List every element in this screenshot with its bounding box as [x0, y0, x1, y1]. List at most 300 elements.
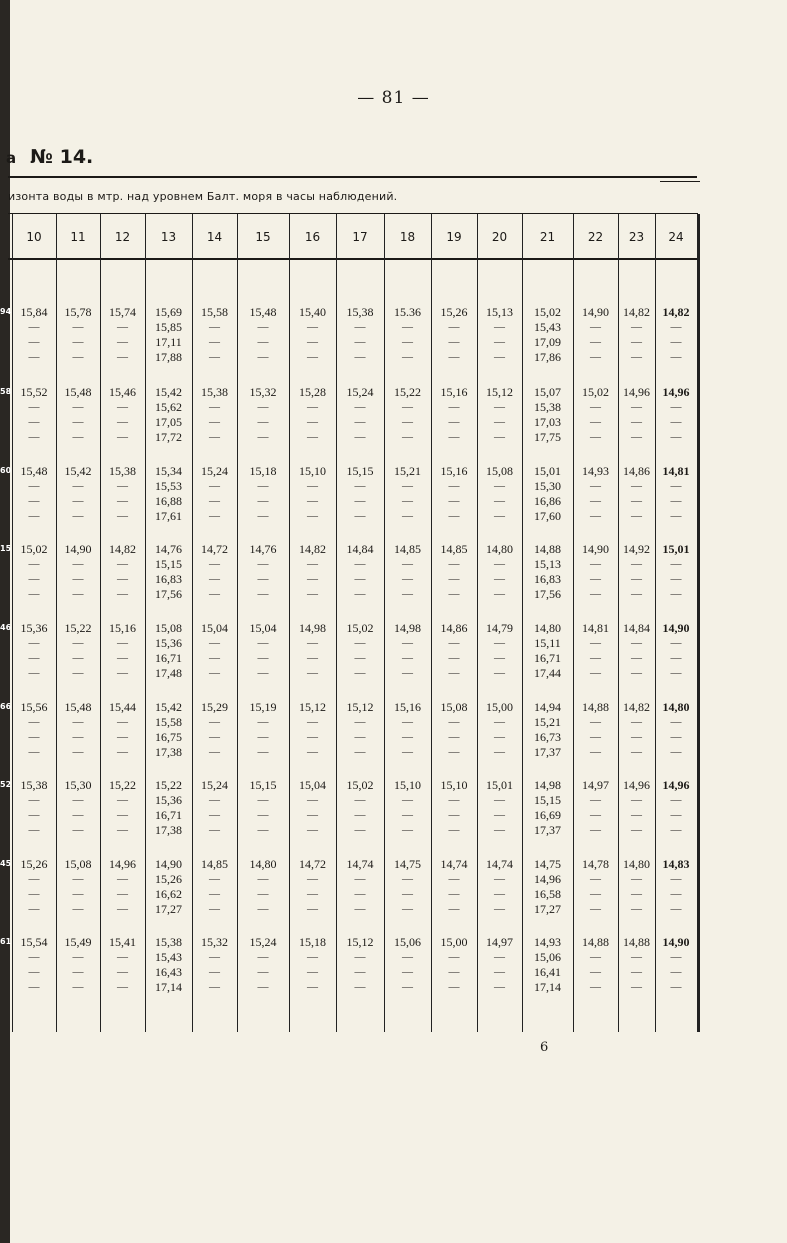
table-cell: —: [28, 321, 40, 333]
table-cell: 15,10: [299, 464, 326, 478]
table-cell: —: [257, 510, 269, 522]
table-cell: —: [307, 558, 318, 570]
table-cell: —: [354, 981, 366, 993]
table-cell: —: [670, 824, 682, 836]
table-cell: —: [670, 652, 682, 664]
table-cell: 16,88: [155, 494, 182, 508]
table-cell: —: [402, 480, 413, 492]
table-cell: —: [448, 652, 460, 664]
table-cell: —: [307, 903, 318, 915]
table-cell: —: [72, 809, 84, 821]
table-cell: —: [670, 416, 682, 428]
table-cell: —: [590, 573, 601, 585]
table-cell: —: [117, 667, 128, 679]
table-cell: —: [402, 510, 413, 522]
table-cell: —: [670, 981, 682, 993]
table-cell: 14,88: [623, 935, 650, 949]
table-cell: —: [494, 416, 505, 428]
table-cell: —: [257, 588, 269, 600]
table-cell: 15,46: [109, 385, 136, 399]
table-cell: —: [307, 966, 318, 978]
clipped-value-fragment: 58: [0, 387, 12, 396]
table-cell: —: [307, 637, 318, 649]
table-cell: —: [631, 951, 642, 963]
table-cell: 14,96: [534, 872, 561, 886]
table-cell: —: [448, 637, 460, 649]
table-cell: 14,83: [662, 857, 690, 871]
table-cell: —: [590, 351, 601, 363]
table-cell: —: [354, 809, 366, 821]
table-cell: —: [72, 903, 84, 915]
table-cell: —: [590, 480, 601, 492]
table-cell: 15,16: [440, 385, 468, 399]
table-cell: —: [402, 431, 413, 443]
table-cell: 15,18: [299, 935, 326, 949]
table-cell: —: [307, 510, 318, 522]
table-cell: 15,69: [155, 305, 182, 319]
column-header: 23: [628, 230, 645, 244]
table-cell: —: [448, 401, 460, 413]
clipped-value-fragment: 61: [0, 937, 12, 946]
table-cell: —: [117, 510, 128, 522]
table-cell: —: [28, 809, 40, 821]
table-cell: —: [448, 731, 460, 743]
table-cell: 15,78: [64, 305, 92, 319]
table-cell: 17,03: [534, 415, 561, 429]
table-cell: —: [354, 716, 366, 728]
table-cell: —: [631, 510, 642, 522]
table-cell: 16,71: [155, 651, 182, 665]
table-cell: —: [28, 667, 40, 679]
table-cell: —: [72, 573, 84, 585]
table-cell: —: [117, 588, 128, 600]
table-cell: —: [448, 824, 460, 836]
table-cell: —: [117, 731, 128, 743]
table-cell: —: [28, 588, 40, 600]
table-cell: 14,86: [440, 621, 468, 635]
table-cell: 15,52: [20, 385, 48, 399]
table-cell: —: [257, 558, 269, 570]
table-cell: 15,54: [20, 935, 48, 949]
table-cell: 16,69: [534, 808, 561, 822]
column-header: 16: [304, 230, 321, 244]
table-cell: 15,08: [155, 621, 182, 635]
table-cell: 17,14: [155, 980, 182, 994]
table-cell: —: [402, 321, 413, 333]
table-cell: —: [117, 716, 128, 728]
table-cell: —: [402, 731, 413, 743]
table-cell: 14,93: [582, 464, 609, 478]
table-cell: 15,00: [440, 935, 468, 949]
table-cell: —: [354, 951, 366, 963]
table-cell: —: [117, 431, 128, 443]
table-cell: —: [117, 794, 128, 806]
table-cell: —: [402, 716, 413, 728]
table-cell: 14,93: [534, 935, 561, 949]
table-cell: —: [72, 794, 84, 806]
table-cell: —: [448, 809, 460, 821]
table-cell: —: [72, 951, 84, 963]
table-cell: —: [670, 873, 682, 885]
table-cell: 15,28: [299, 385, 326, 399]
table-cell: —: [209, 966, 220, 978]
table-cell: —: [117, 573, 128, 585]
top-rule: [8, 176, 697, 178]
table-cell: —: [257, 495, 269, 507]
table-cell: —: [257, 951, 269, 963]
table-cell: 15,58: [155, 715, 182, 729]
table-cell: —: [354, 966, 366, 978]
table-cell: 14,90: [64, 542, 92, 556]
table-cell: 15,02: [346, 621, 374, 635]
table-cell: —: [28, 888, 40, 900]
table-cell: 15,00: [486, 700, 513, 714]
table-cell: —: [402, 981, 413, 993]
table-cell: 17,56: [534, 587, 561, 601]
table-cell: 14,75: [534, 857, 561, 871]
table-cell: —: [590, 321, 601, 333]
table-cell: —: [631, 401, 642, 413]
table-cell: 15,12: [486, 385, 513, 399]
table-cell: —: [209, 573, 220, 585]
table-cell: —: [28, 731, 40, 743]
table-cell: —: [448, 716, 460, 728]
table-cell: —: [402, 588, 413, 600]
table-cell: 14,84: [623, 621, 650, 635]
table-cell: 15,40: [299, 305, 326, 319]
table-cell: —: [631, 981, 642, 993]
table-cell: —: [590, 416, 601, 428]
table-cell: 14,90: [155, 857, 182, 871]
table-cell: 15,24: [346, 385, 374, 399]
table-cell: —: [494, 558, 505, 570]
table-cell: —: [448, 495, 460, 507]
table-cell: —: [402, 652, 413, 664]
table-cell: —: [307, 431, 318, 443]
table-cell: —: [257, 824, 269, 836]
table-cell: —: [494, 336, 505, 348]
table-cell: —: [631, 809, 642, 821]
table-cell: —: [448, 573, 460, 585]
table-cell: 15,16: [109, 621, 136, 635]
table-cell: 14,88: [582, 935, 609, 949]
table-cell: —: [494, 573, 505, 585]
table-cell: 15,13: [534, 557, 561, 571]
table-cell: 14,82: [623, 305, 650, 319]
table-cell: —: [631, 588, 642, 600]
table-cell: 17,48: [155, 666, 182, 680]
table-cell: 14,96: [662, 778, 690, 792]
table-cell: —: [209, 809, 220, 821]
table-cell: 14,90: [582, 542, 609, 556]
table-cell: 14,90: [662, 621, 690, 635]
clipped-value-fragment: 52: [0, 780, 12, 789]
table-cell: 14,81: [582, 621, 609, 635]
table-cell: —: [494, 588, 505, 600]
table-cell: —: [354, 351, 366, 363]
table-cell: 17,75: [534, 430, 561, 444]
table-cell: —: [670, 794, 682, 806]
table-cell: —: [670, 716, 682, 728]
table-cell: 15,15: [249, 778, 277, 792]
table-cell: —: [257, 573, 269, 585]
table-cell: —: [590, 401, 601, 413]
table-cell: 17,86: [534, 350, 561, 364]
table-cell: —: [354, 480, 366, 492]
table-cell: —: [494, 903, 505, 915]
table-cell: —: [590, 431, 601, 443]
table-cell: —: [494, 431, 505, 443]
table-cell: —: [117, 416, 128, 428]
table-cell: —: [448, 321, 460, 333]
table-cell: —: [448, 966, 460, 978]
table-cell: —: [448, 903, 460, 915]
table-cell: —: [494, 401, 505, 413]
table-cell: —: [354, 746, 366, 758]
table-cell: —: [354, 794, 366, 806]
table-cell: —: [257, 480, 269, 492]
table-cell: —: [590, 510, 601, 522]
table-cell: —: [72, 667, 84, 679]
table-cell: 15,38: [201, 385, 228, 399]
table-cell: —: [257, 716, 269, 728]
table-cell: —: [354, 431, 366, 443]
table-cell: —: [448, 588, 460, 600]
table-cell: —: [307, 951, 318, 963]
table-cell: 15,30: [64, 778, 92, 792]
table-cell: —: [590, 637, 601, 649]
table-cell: —: [307, 873, 318, 885]
table-cell: 15,24: [201, 464, 228, 478]
table-cell: —: [354, 888, 366, 900]
table-cell: —: [354, 558, 366, 570]
table-cell: 15,15: [155, 557, 182, 571]
table-cell: —: [402, 824, 413, 836]
table-number-label: № 14.: [30, 146, 94, 168]
table-cell: 15,12: [299, 700, 326, 714]
table-cell: —: [117, 495, 128, 507]
table-cell: 15,42: [64, 464, 92, 478]
table-cell: —: [631, 903, 642, 915]
table-cell: 14,74: [346, 857, 374, 871]
table-cell: 17,38: [155, 823, 182, 837]
table-cell: 14,80: [249, 857, 277, 871]
table-cell: —: [307, 652, 318, 664]
table-cell: 16,71: [155, 808, 182, 822]
table-cell: 15,07: [534, 385, 561, 399]
table-cell: —: [631, 637, 642, 649]
table-cell: —: [117, 903, 128, 915]
table-cell: —: [402, 873, 413, 885]
table-cell: 15,48: [64, 385, 92, 399]
table-cell: —: [494, 888, 505, 900]
table-cell: 17,37: [534, 823, 561, 837]
table-cell: —: [670, 588, 682, 600]
table-cell: —: [670, 401, 682, 413]
table-cell: —: [448, 794, 460, 806]
table-cell: —: [402, 336, 413, 348]
table-cell: —: [448, 480, 460, 492]
table-cell: —: [28, 480, 40, 492]
table-cell: —: [494, 794, 505, 806]
table-cell: —: [670, 746, 682, 758]
table-cell: —: [494, 637, 505, 649]
table-cell: —: [28, 794, 40, 806]
table-number-prefix: а: [6, 149, 17, 167]
table-cell: —: [117, 637, 128, 649]
column-header: 20: [491, 230, 508, 244]
table-cell: 15,38: [346, 305, 374, 319]
table-cell: 16,83: [534, 572, 561, 586]
table-cell: —: [631, 966, 642, 978]
table-cell: —: [494, 824, 505, 836]
table-cell: —: [28, 824, 40, 836]
table-cell: —: [257, 903, 269, 915]
table-cell: —: [631, 824, 642, 836]
table-cell: 14,86: [623, 464, 650, 478]
table-cell: 16,71: [534, 651, 561, 665]
table-cell: —: [28, 558, 40, 570]
column-header: 14: [206, 230, 223, 244]
table-cell: —: [448, 336, 460, 348]
table-cell: —: [494, 716, 505, 728]
table-cell: —: [354, 903, 366, 915]
table-cell: 15,49: [64, 935, 92, 949]
table-cell: —: [209, 746, 220, 758]
table-cell: —: [670, 903, 682, 915]
table-cell: 14,98: [299, 621, 326, 635]
table-cell: 15,24: [201, 778, 228, 792]
table-cell: —: [448, 746, 460, 758]
table-cell: —: [354, 336, 366, 348]
table-cell: —: [354, 573, 366, 585]
clipped-value-fragment: 66: [0, 702, 12, 711]
clipped-value-fragment: 46: [0, 623, 12, 632]
table-cell: 15,15: [346, 464, 374, 478]
table-cell: 14,84: [346, 542, 374, 556]
table-cell: —: [72, 888, 84, 900]
table-cell: —: [257, 652, 269, 664]
table-cell: —: [402, 495, 413, 507]
table-cell: —: [257, 667, 269, 679]
table-cell: 15,42: [155, 385, 182, 399]
table-cell: —: [257, 321, 269, 333]
table-cell: 14,88: [534, 542, 561, 556]
table-cell: —: [209, 351, 220, 363]
table-cell: —: [448, 416, 460, 428]
table-cell: 15,26: [20, 857, 48, 871]
table-cell: —: [670, 321, 682, 333]
table-cell: —: [28, 903, 40, 915]
table-cell: —: [209, 903, 220, 915]
table-cell: 15,04: [249, 621, 277, 635]
table-cell: —: [494, 981, 505, 993]
table-cell: —: [209, 888, 220, 900]
table-cell: —: [117, 809, 128, 821]
table-cell: —: [590, 809, 601, 821]
table-cell: —: [402, 573, 413, 585]
table-cell: 15,02: [20, 542, 48, 556]
table-cell: —: [72, 558, 84, 570]
table-cell: 15,01: [534, 464, 561, 478]
table-cell: —: [72, 824, 84, 836]
column-header: 17: [352, 230, 368, 244]
table-cell: —: [209, 824, 220, 836]
table-cell: 15,48: [249, 305, 277, 319]
table-cell: —: [590, 336, 601, 348]
table-cell: —: [354, 652, 366, 664]
table-cell: —: [117, 981, 128, 993]
table-cell: —: [72, 510, 84, 522]
table-cell: 14,85: [440, 542, 468, 556]
table-cell: —: [209, 495, 220, 507]
table-cell: 15,18: [249, 464, 277, 478]
table-cell: —: [354, 637, 366, 649]
table-cell: —: [590, 652, 601, 664]
table-cell: —: [209, 416, 220, 428]
table-cell: —: [494, 951, 505, 963]
table-cell: 15,38: [534, 400, 561, 414]
table-cell: —: [72, 588, 84, 600]
table-cell: 15,43: [155, 950, 182, 964]
table-cell: —: [670, 951, 682, 963]
table-caption: изонта воды в мтр. над уровнем Балт. моря в часы наблюдений.: [8, 190, 398, 203]
table-cell: 15,38: [155, 935, 182, 949]
table-cell: —: [209, 637, 220, 649]
table-cell: 15,02: [534, 305, 561, 319]
table-cell: —: [670, 351, 682, 363]
table-cell: 15,24: [249, 935, 277, 949]
table-cell: 16,58: [534, 887, 561, 901]
table-cell: —: [448, 510, 460, 522]
table-cell: —: [670, 809, 682, 821]
table-cell: 15,11: [534, 636, 561, 650]
table-cell: —: [28, 746, 40, 758]
page-number-header: — 81 —: [357, 88, 430, 108]
table-cell: —: [117, 966, 128, 978]
table-cell: 14,79: [486, 621, 513, 635]
table-cell: —: [117, 351, 128, 363]
table-cell: 17,11: [155, 335, 182, 349]
table-cell: —: [631, 667, 642, 679]
table-cell: —: [448, 351, 460, 363]
table-cell: 17,09: [534, 335, 561, 349]
table-cell: —: [72, 652, 84, 664]
table-cell: —: [257, 873, 269, 885]
table-cell: 15,13: [486, 305, 513, 319]
table-cell: 14,76: [249, 542, 277, 556]
table-cell: —: [28, 716, 40, 728]
table-cell: —: [494, 510, 505, 522]
table-cell: 15,12: [346, 700, 374, 714]
table-cell: —: [670, 888, 682, 900]
column-header: 24: [668, 230, 684, 244]
table-cell: —: [257, 637, 269, 649]
table-cell: —: [670, 480, 682, 492]
table-cell: 14,78: [582, 857, 609, 871]
table-cell: 14,82: [623, 700, 650, 714]
table-cell: 15,85: [155, 320, 182, 334]
table-cell: —: [448, 873, 460, 885]
table-cell: —: [631, 794, 642, 806]
table-cell: —: [209, 588, 220, 600]
table-cell: —: [72, 336, 84, 348]
table-cell: 15,21: [534, 715, 561, 729]
table-cell: 15,29: [201, 700, 228, 714]
table-cell: 14,96: [662, 385, 690, 399]
table-cell: 15,48: [64, 700, 92, 714]
table-cell: —: [448, 667, 460, 679]
